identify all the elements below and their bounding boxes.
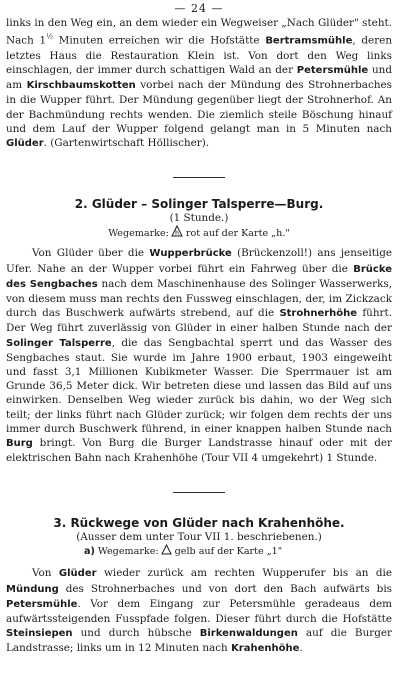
waymark-label: Wegemarke: (108, 228, 169, 240)
place-krahenhoehe: Krahenhöhe (231, 643, 300, 655)
intro-text: vorbei nach der Mündung des Strohnerbaches in die Wupper führt. Der Mündung gegenüber liegt der Strohnerhof. An der Bachmündung rechts wenden. Die ziemlich steile Böschung hinauf und dem Lauf der Wupper folgend gelangt man in 5 Minuten nach (6, 79, 392, 135)
body-text: . Vor dem Eingang zur Petersmühle geradeaus dem aufwärtssteigenden Fusspfade folgen. Dieser führt durch die Hofstätte (6, 597, 392, 625)
section-3-waymark (6, 544, 392, 560)
section-2-title: 2. Glüder – Solinger Talsperre—Burg. (74, 197, 324, 212)
place-petersmuehle: Petersmühle (6, 598, 78, 610)
waymark-label: Wegemarke: (97, 546, 159, 558)
intro-text: und am (6, 64, 392, 92)
intro-text: Minuten erreichen wir die Hofstätte (52, 34, 266, 47)
section-3-title: 3. Rückwege von Glüder nach Krahenhöhe. (53, 516, 345, 531)
place-strohnerhoehe: Strohnerhöhe (279, 308, 358, 320)
body-text: . (299, 642, 303, 655)
body-text: und durch hübsche (72, 627, 200, 640)
waymark-description: gelb auf der Karte „1" (174, 546, 283, 558)
triangle-h-icon (171, 225, 183, 242)
place-kirschbaumskotten: Kirschbaumskotten (26, 80, 136, 92)
intro-fraction: ½ (46, 33, 53, 42)
place-sengbach-bridge: Brücke des Sengbaches (6, 263, 392, 290)
body-text: bringt. Von Burg die Burger Landstrasse hinauf oder mit der elektrischen Bahn nach Krahenhöhe (Tour VII 4 umgekehrt) 1 Stunde. (6, 436, 392, 465)
section-2-body (6, 246, 392, 465)
intro-text: links in den Weg ein, an dem wieder ein Wegweiser „Nach Glüder" steht. Nach 1 (6, 17, 392, 47)
place-muendung: Mündung (6, 583, 59, 595)
body-text: (Brückenzoll!) ans jenseitige Ufer. Nahe an der Wupper vorbei führt ein Fahrweg über die (6, 247, 393, 275)
place-petersmuehle: Petersmühle (296, 65, 369, 77)
triangle-letter: h (175, 230, 179, 238)
body-text: des Strohnerbaches und von dort den Bach aufwärts bis (58, 582, 392, 595)
intro-text: . (Gartenwirtschaft Höllischer). (43, 137, 210, 150)
section-2-waymark (6, 225, 392, 242)
intro-text: , deren letztes Haus die Restauration Klein ist. Von dort den Weg links einschlagen, der immer durch schattigen Wald an der (6, 34, 393, 77)
page-number: — 24 — (174, 2, 224, 15)
place-solinger-talsperre: Solinger Talsperre (6, 337, 112, 349)
body-text: nach dem Maschinenhause des Solinger Wasserwerks, von diesem muss man rechts den Fussweg einschlagen, der, im Zickzack durch das Buschwerk aufwärts strebend, auf die (6, 277, 392, 320)
place-glueder: Glüder (58, 568, 97, 580)
waymark-item-label: a) (84, 546, 95, 558)
place-steinsiepen: Steinsiepen (6, 628, 73, 640)
place-wupperbruecke: Wupperbrücke (149, 248, 232, 260)
body-text: führt. Der Weg führt zuverlässig von Glüder in einer halben Stunde nach der (6, 307, 392, 335)
place-birkenwaldungen: Birkenwaldungen (199, 628, 298, 640)
place-glueder: Glüder (6, 138, 44, 150)
section-2-duration: (1 Stunde.) (169, 212, 229, 225)
intro-paragraph (6, 16, 392, 151)
body-text: auf die Burger Landstrasse; links um in 12 Minuten nach (6, 627, 392, 655)
body-text: Von (32, 567, 59, 580)
section-3-note: (Ausser dem unter Tour VII 1. beschriebenen.) (76, 531, 322, 544)
place-burg: Burg (6, 437, 33, 449)
waymark-description: rot auf der Karte „h." (185, 228, 290, 240)
body-text: wieder zurück am rechten Wupperufer bis an die (96, 567, 392, 580)
triangle-icon (161, 544, 172, 560)
body-text: Von Glüder über die (32, 247, 150, 260)
section-3-body (6, 566, 392, 656)
place-bertramsmuehle: Bertramsmühle (265, 35, 353, 47)
body-text: , die das Sengbachtal sperrt und das Wasser des Sengbaches staut. Sie wurde im Jahre 1900 erbaut, 1903 eingeweiht und fasst 3,1 Millionen Kubikmeter Wasser. Die Sperrmauer ist am Grunde 36,5 Meter dick. Wir betreten diese und lassen das Bild auf uns einwirken. Denselben Weg wieder zurück bis dahin, wo der Weg sich teilt; der links führt nach Glüder zurück; wir folgen dem rechts der uns immer durch Buschwerk führend, in einer knappen halben Stunde nach (6, 336, 392, 435)
